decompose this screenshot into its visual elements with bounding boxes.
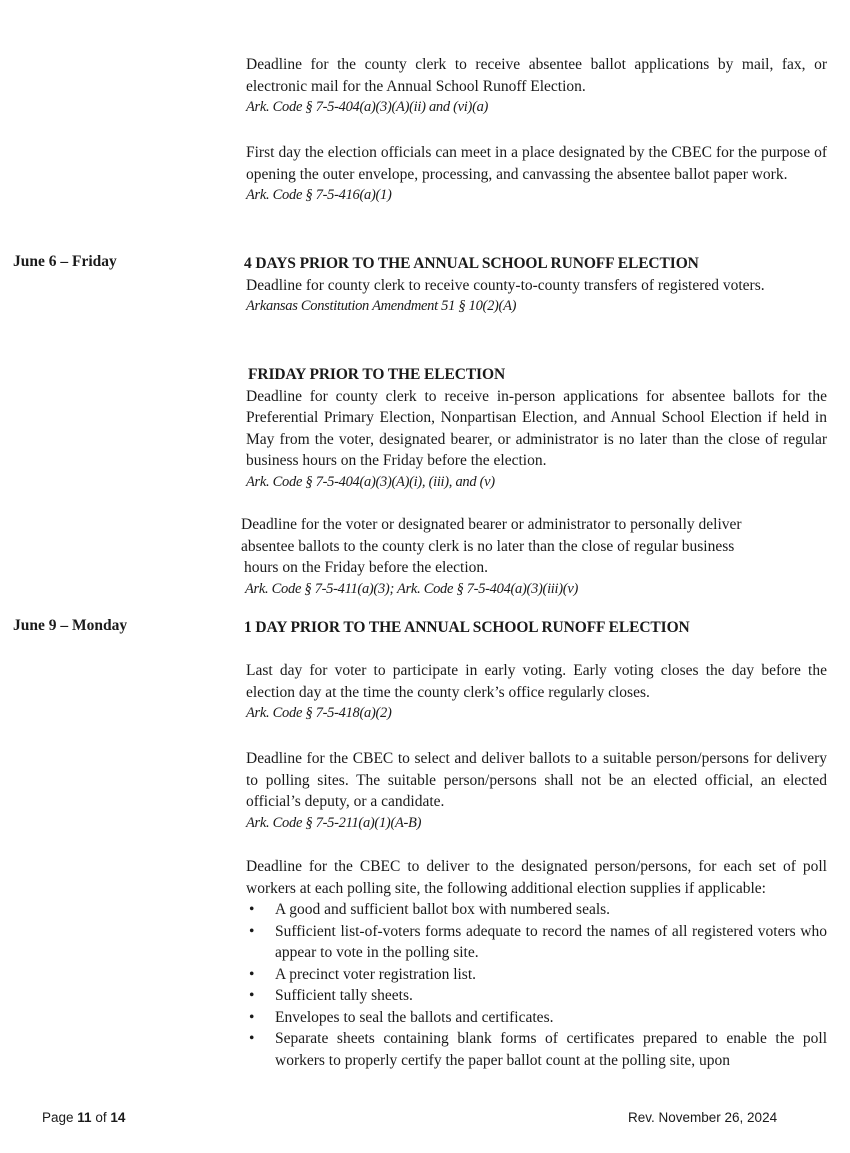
entry-citation: Ark. Code § 7-5-411(a)(3); Ark. Code § 7-5-404(a)(3)(iii)(v) [245, 580, 578, 597]
bullet-icon: • [249, 987, 255, 1004]
bullet-icon: • [249, 1030, 255, 1047]
entry-text-line: absentee ballots to the county clerk is no later than the close of regular business [241, 537, 735, 555]
entry-text: Deadline for the county clerk to receive absentee ballot applications by mail, fax, or electronic mail for the Annual School Runoff Election. [246, 56, 827, 95]
personal-delivery-entry [241, 514, 831, 600]
page-word: Page [42, 1110, 74, 1125]
current-page: 11 [77, 1110, 92, 1125]
entry-text: Deadline for county clerk to receive in-person applications for absentee ballots for the Preferential Primary Election, Nonpartisan Election, and Annual School Election if held in May from the voter, designated bearer, or administrator is no later than the close of regular business hours on the Friday before the election. [246, 387, 827, 469]
entry-citation: Ark. Code § 7-5-404(a)(3)(A)(i), (iii), and (v) [246, 473, 495, 490]
first-day-canvass-entry [246, 142, 827, 207]
entry-citation: Ark. Code § 7-5-418(a)(2) [246, 705, 392, 721]
list-item [246, 899, 827, 921]
section-heading: 4 DAYS PRIOR TO THE ANNUAL SCHOOL RUNOFF ELECTION [244, 255, 699, 272]
early-voting-entry [246, 660, 827, 725]
list-item [246, 985, 827, 1007]
page-number [42, 1110, 125, 1125]
entry-text-line: hours on the Friday before the election. [244, 559, 489, 576]
list-item [246, 964, 827, 986]
cbec-supplies-entry [246, 856, 827, 1071]
entry-text-line: Deadline for the voter or designated bearer or administrator to personally deliver [241, 516, 742, 533]
friday-prior-section [245, 364, 827, 493]
date-label-june-6: June 6 – Friday [13, 253, 117, 270]
entry-citation: Arkansas Constitution Amendment 51 § 10(2)(A) [246, 298, 517, 314]
list-item-text: A good and sufficient ballot box with numbered seals. [275, 901, 611, 918]
entry-text: First day the election officials can meet in a place designated by the CBEC for the purpose of opening the outer envelope, processing, and canvassing the absentee ballot paper work. [246, 144, 827, 183]
of-word: of [95, 1110, 107, 1125]
deadline-absentee-mail-entry [246, 54, 827, 119]
entry-text: Deadline for the CBEC to deliver to the designated person/persons, for each set of poll workers at each polling site, the following additional election supplies if applicable: [246, 858, 827, 897]
section-heading: FRIDAY PRIOR TO THE ELECTION [248, 366, 506, 383]
entry-citation: Ark. Code § 7-5-404(a)(3)(A)(ii) and (vi)(a) [246, 99, 489, 115]
list-item-text: A precinct voter registration list. [275, 965, 477, 983]
entry-text: Deadline for the CBEC to select and deliver ballots to a suitable person/persons for delivery to polling sites. The suitable person/persons shall not be an elected official, an elected official’s deputy, or a candidate. [246, 750, 827, 810]
total-pages: 14 [110, 1110, 126, 1125]
june-6-section [244, 253, 827, 318]
list-item [246, 1007, 827, 1029]
bullet-icon: • [249, 922, 255, 940]
entry-text: Deadline for county clerk to receive county-to-county transfers of registered voters. [246, 276, 765, 294]
revision-date: Rev. November 26, 2024 [628, 1110, 778, 1125]
list-item-text: Sufficient list-of-voters forms adequate to record the names of all registered voters who appear to vote in the polling site. [275, 922, 827, 961]
june-9-section [244, 617, 825, 639]
bullet-icon: • [249, 965, 255, 983]
section-heading: 1 DAY PRIOR TO THE ANNUAL SCHOOL RUNOFF ELECTION [244, 619, 690, 636]
entry-text: Last day for voter to participate in early voting. Early voting closes the day before the election day at the time the county clerk’s office regularly closes. [246, 662, 827, 701]
list-item-text: Separate sheets containing blank forms of certificates prepared to enable the poll workers to properly certify the paper ballot count at the polling site, upon [275, 1030, 827, 1069]
entry-citation: Ark. Code § 7-5-211(a)(1)(A-B) [246, 814, 422, 831]
list-item [246, 921, 827, 964]
bullet-icon: • [249, 1008, 255, 1026]
date-label-june-9: June 9 – Monday [13, 617, 128, 634]
bullet-icon: • [249, 901, 255, 918]
list-item [246, 1028, 827, 1071]
supplies-list [246, 899, 827, 1071]
list-item-text: Envelopes to seal the ballots and certificates. [275, 1008, 554, 1026]
entry-citation: Ark. Code § 7-5-416(a)(1) [246, 187, 392, 203]
cbec-select-ballots-entry [246, 748, 827, 834]
list-item-text: Sufficient tally sheets. [275, 987, 413, 1004]
